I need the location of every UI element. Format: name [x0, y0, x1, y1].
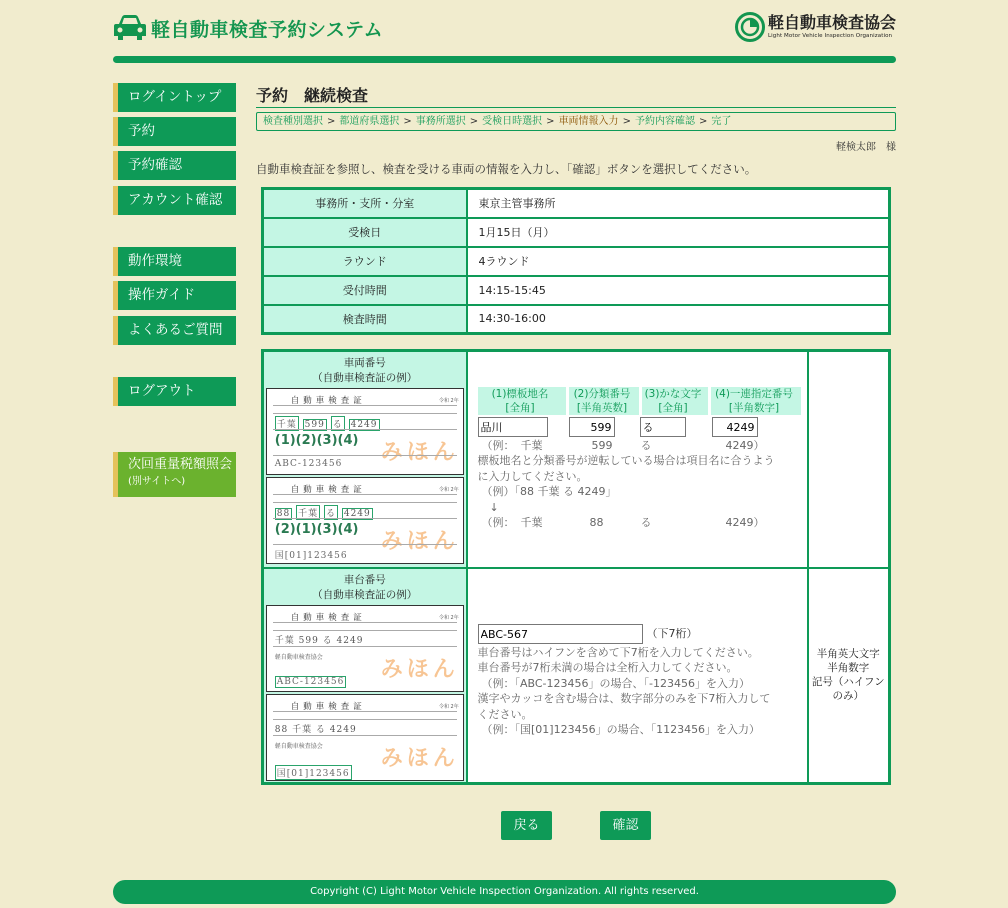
chassis-sample-image-1: 自動車検査証 令和 2年 千葉 599 る 4249 軽自動車検査協会 みほん ABC-123456: [266, 605, 464, 692]
plate-kana-header: (3)かな文字 [全角]: [642, 387, 708, 415]
sidebar-item-guide[interactable]: 操作ガイド: [113, 281, 236, 310]
breadcrumb-step-prefecture: 都道府県選択: [339, 116, 400, 127]
chassis-note-5: （例：「国[01]123456」の場合、「1123456」を入力）: [481, 723, 761, 736]
org-logo[interactable]: [735, 12, 896, 42]
plate-serial-input[interactable]: [712, 417, 758, 437]
breadcrumb-step-type: 検査種別選択: [263, 116, 323, 127]
date-label: 受検日: [263, 218, 467, 247]
round-value: 4ラウンド: [467, 247, 890, 276]
chassis-note-2: 車台番号が7桁未満の場合は全桁入力してください。: [477, 661, 738, 674]
sidebar-item-environment[interactable]: 動作環境: [113, 247, 236, 276]
plate-sample-markers: (2)(1)(3)(4): [274, 522, 359, 537]
plate-sample-image-2: 自動車検査証 令和 2年 88 千葉 る 4249 (2)(1)(3)(4) みほん 国[01]123456: [266, 477, 464, 564]
plate-sample-markers: (1)(2)(3)(4): [274, 433, 359, 448]
breadcrumb-step-datetime: 受検日時選択: [482, 116, 543, 127]
plate-area-input[interactable]: [478, 417, 548, 437]
round-label: ラウンド: [263, 247, 467, 276]
breadcrumb-step-confirm: 予約内容確認: [634, 116, 695, 127]
date-value: 1月15日（月）: [467, 218, 890, 247]
app-title: 軽自動車検査予約システム: [151, 18, 384, 41]
watermark: みほん: [380, 440, 459, 465]
office-value: 東京主管事務所: [467, 189, 890, 218]
title-divider: [256, 107, 896, 108]
plate-label: 車両番号: [343, 357, 386, 369]
plate-area-header: (1)標板地名 [全角]: [478, 387, 566, 415]
breadcrumb-step-complete: 完了: [711, 116, 732, 127]
page-title: 予約 継続検査: [256, 86, 369, 105]
chassis-sublabel: （自動車検査証の例）: [312, 588, 418, 601]
footer-copyright: Copyright (C) Light Motor Vehicle Inspection Organization. All rights reserved.: [113, 880, 896, 904]
reception-time-label: 受付時間: [263, 276, 467, 305]
table-row: [263, 218, 890, 247]
plate-example-2: （例： 千葉 88 る 4249）: [481, 516, 765, 529]
plate-note-cell: [808, 351, 890, 568]
sidebar-item-weight-tax[interactable]: [113, 452, 236, 497]
table-row: [263, 247, 890, 276]
sidebar-item-faq[interactable]: よくあるご質問: [113, 316, 236, 345]
watermark: みほん: [380, 529, 459, 554]
vehicle-input-table: [261, 349, 891, 785]
sidebar-item-login-top[interactable]: ログイントップ: [113, 83, 236, 112]
table-row: [263, 189, 890, 218]
breadcrumb-step-office: 事務所選択: [415, 116, 466, 127]
plate-serial-header: (4)一連指定番号 [半角数字]: [711, 387, 801, 415]
plate-kana-input[interactable]: [640, 417, 686, 437]
chassis-suffix: （下7桁）: [646, 627, 698, 641]
table-row: [263, 276, 890, 305]
inspection-time-label: 検査時間: [263, 305, 467, 334]
reservation-info-table: [261, 187, 891, 335]
plate-note-example: （例）「88 千葉 る 4249」: [481, 485, 617, 498]
chassis-note-3: （例：「ABC-123456」の場合、「-123456」を入力）: [481, 676, 750, 690]
plate-note: 標板地名と分類番号が逆転している場合は項目名に合うように入力してください。: [477, 454, 775, 483]
weight-tax-label: 次回重量税額照会: [128, 457, 233, 472]
plate-header-cell: [263, 351, 467, 568]
chassis-label: 車台番号: [343, 573, 386, 586]
plate-sublabel: （自動車検査証の例）: [312, 372, 418, 384]
plate-sample-image-1: 自動車検査証 令和 2年 千葉 599 る 4249 (1)(2)(3)(4) みほん ABC-123456: [266, 388, 464, 475]
plate-example: （例： 千葉 599 る 4249）: [481, 439, 765, 452]
down-arrow-icon: ↓: [489, 500, 499, 514]
plate-class-input[interactable]: [569, 417, 615, 437]
watermark: みほん: [380, 745, 459, 771]
inspection-time-value: 14:30-16:00: [467, 305, 890, 334]
sidebar-item-reservation-check[interactable]: 予約確認: [113, 151, 236, 180]
app-logo[interactable]: [113, 14, 383, 42]
chassis-number-input[interactable]: [478, 624, 643, 644]
plate-class-header: (2)分類番号 [半角英数]: [569, 387, 639, 415]
user-name: 軽検太郎 様: [836, 142, 896, 153]
sidebar-item-reservation[interactable]: 予約: [113, 117, 236, 146]
org-name: 軽自動車検査協会: [767, 13, 896, 32]
plate-input-cell: [467, 351, 808, 568]
table-row: [263, 305, 890, 334]
sidebar-item-logout[interactable]: ログアウト: [113, 377, 236, 406]
chassis-row: [263, 568, 890, 784]
chassis-note-4: 漢字やカッコを含む場合は、数字部分のみを下7桁入力してください。: [477, 692, 771, 721]
header-bar: [113, 56, 896, 63]
plate-field-headers: [478, 387, 807, 415]
chassis-char-rule-cell: 半角英大文字 半角数字 記号（ハイフンのみ）: [808, 568, 890, 784]
breadcrumb: 検査種別選択 > 都道府県選択 > 事務所選択 > 受検日時選択 > 車両情報入力 > 予約内容確認 > 完了: [256, 112, 896, 131]
chassis-sample-image-2: 自動車検査証 令和 2年 88 千葉 る 4249 軽自動車検査協会 みほん 国[01]123456: [266, 694, 464, 781]
header: [113, 10, 896, 50]
car-icon: [113, 14, 147, 42]
instruction-text: 自動車検査証を参照し、検査を受ける車両の情報を入力し、「確認」ボタンを選択してください。: [256, 162, 757, 176]
chassis-input-cell: [467, 568, 808, 784]
back-button[interactable]: 戻る: [501, 811, 552, 840]
breadcrumb-step-vehicle: 車両情報入力: [558, 116, 619, 127]
sidebar-item-account[interactable]: アカウント確認: [113, 186, 236, 215]
reception-time-value: 14:15-15:45: [467, 276, 890, 305]
watermark: みほん: [380, 656, 459, 682]
org-mark-icon: [735, 12, 765, 42]
plate-row: [263, 351, 890, 568]
org-name-en: Light Motor Vehicle Inspection Organization: [767, 33, 893, 39]
chassis-header-cell: [263, 568, 467, 784]
confirm-button[interactable]: 確認: [600, 811, 651, 840]
weight-tax-sub: (別サイトへ): [128, 476, 186, 487]
office-label: 事務所・支所・分室: [263, 189, 467, 218]
chassis-note-1: 車台番号はハイフンを含めて下7桁を入力してください。: [477, 645, 759, 659]
